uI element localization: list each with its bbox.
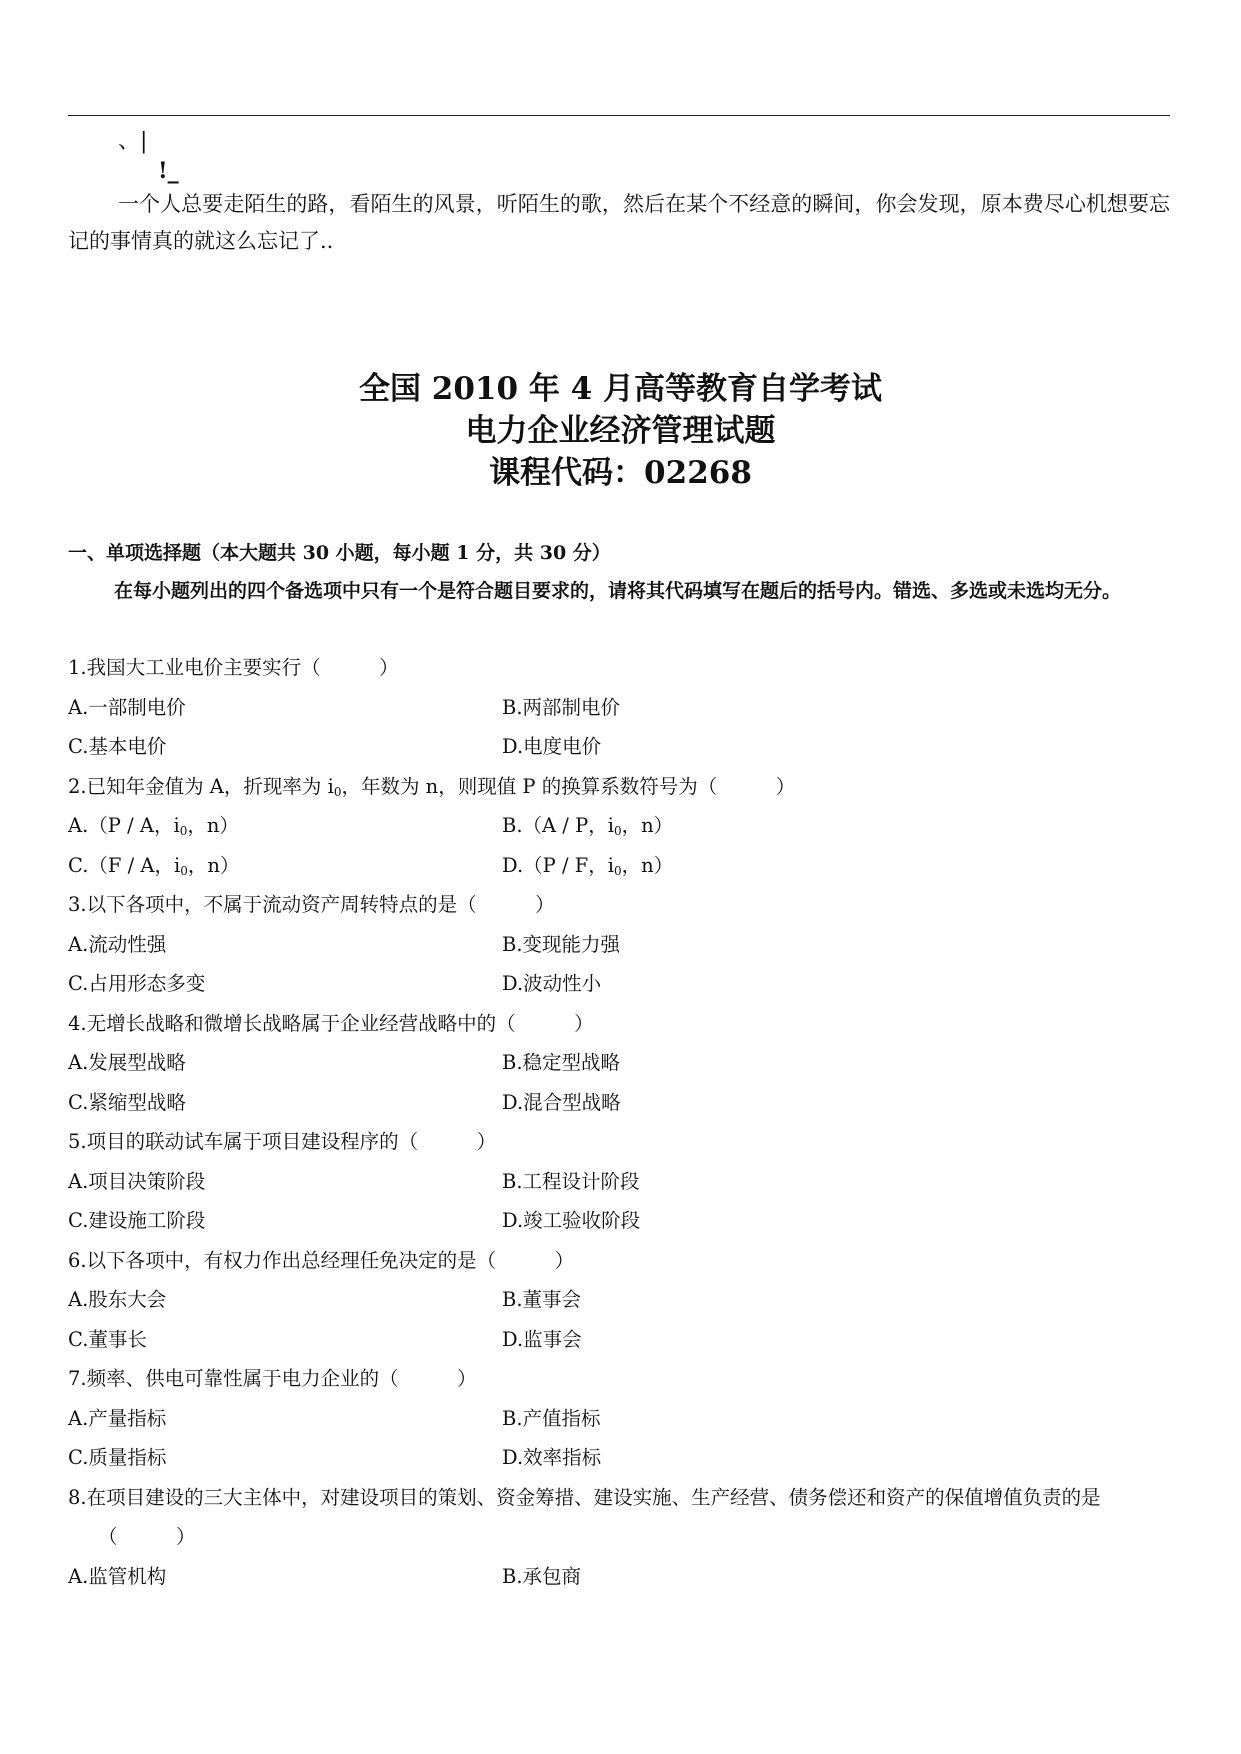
- option: B.产值指标: [502, 1406, 601, 1430]
- course-code: 课程代码：02268: [489, 455, 752, 491]
- option: B.两部制电价: [502, 695, 621, 719]
- subject-title: 电力企业经济管理试题: [465, 413, 776, 449]
- section-heading: 一、单项选择题（本大题共 30 小题，每小题 1 分，共 30 分）: [68, 542, 611, 564]
- question-stem: 2.已知年金值为 A，折现率为 $i_0$，年数为 n，则现值 P 的换算系数符号为（ ）: [68, 774, 796, 799]
- option: D.波动性小: [502, 972, 602, 995]
- option: B.董事会: [502, 1288, 582, 1311]
- option: A.监管机构: [68, 1564, 167, 1588]
- exam-title: 全国 2010 年 4 月高等教育自学考试: [358, 371, 883, 407]
- header-mark-1: 、|: [118, 129, 148, 154]
- question-stem: 8.在项目建设的三大主体中，对建设项目的策划、资金筹措、建设实施、生产经营、债务偿还和资产的保值增值负责的是（ ）: [68, 1485, 1101, 1548]
- option-row: [68, 964, 1170, 1004]
- option: C.紧缩型战略: [68, 1090, 186, 1114]
- option: C.基本电价: [68, 735, 167, 758]
- option: D.监事会: [502, 1327, 582, 1351]
- option: A.流动性强: [68, 932, 167, 956]
- option: D.（P / F，$i_0$，n）: [502, 853, 674, 878]
- option: B.变现能力强: [502, 932, 621, 956]
- option-row: [68, 1399, 1170, 1439]
- option: D.效率指标: [502, 1446, 602, 1469]
- option-row: [68, 1438, 1170, 1478]
- option: B.（A / P，$i_0$，n）: [502, 814, 674, 838]
- question-list: [68, 648, 1170, 1596]
- option: A.发展型战略: [68, 1051, 186, 1074]
- option-row: [68, 1280, 1170, 1320]
- header-mark-2: !_: [158, 158, 179, 184]
- option: D.混合型战略: [502, 1090, 621, 1114]
- option-row: [68, 727, 1170, 767]
- option: C.占用形态多变: [68, 972, 206, 995]
- question-stem: 3.以下各项中，不属于流动资产周转特点的是（ ）: [68, 893, 555, 916]
- option: A.项目决策阶段: [68, 1169, 206, 1193]
- option: B.工程设计阶段: [502, 1169, 640, 1193]
- option-row: [68, 1320, 1170, 1360]
- option: A.股东大会: [68, 1288, 167, 1311]
- option-row: [68, 1557, 1170, 1597]
- option: B.稳定型战略: [502, 1051, 621, 1074]
- question-stem: 7.频率、供电可靠性属于电力企业的（ ）: [68, 1367, 477, 1390]
- option: C.建设施工阶段: [68, 1209, 206, 1232]
- option-row: [68, 688, 1170, 728]
- option: A.一部制电价: [68, 695, 186, 719]
- header-rule: [68, 115, 1170, 116]
- question-stem: 4.无增长战略和微增长战略属于企业经营战略中的（ ）: [68, 1011, 594, 1035]
- option-row: [68, 925, 1170, 965]
- option: C.董事长: [68, 1327, 147, 1351]
- question-stem: 6.以下各项中，有权力作出总经理任免决定的是（ ）: [68, 1248, 575, 1272]
- option: B.承包商: [502, 1564, 582, 1588]
- intro-paragraph: 一个人总要走陌生的路，看陌生的风景，听陌生的歌，然后在某个不经意的瞬间，你会发现，原本费尽心机想要忘记的事情真的就这么忘记了..: [68, 192, 1170, 253]
- option: A.产量指标: [68, 1406, 167, 1430]
- option: C.质量指标: [68, 1446, 167, 1469]
- option: C.（F / A，$i_0$，n）: [68, 853, 240, 878]
- question-stem: 1.我国大工业电价主要实行（ ）: [68, 656, 399, 679]
- option: D.电度电价: [502, 735, 602, 758]
- option-row: [68, 1083, 1170, 1123]
- option-row: [68, 846, 1170, 886]
- section-instructions: 在每小题列出的四个备选项中只有一个是符合题目要求的，请将其代码填写在题后的括号内。错选、多选或未选均无分。: [114, 580, 1122, 602]
- option: D.竣工验收阶段: [502, 1209, 641, 1232]
- option-row: [68, 806, 1170, 846]
- question-stem: 5.项目的联动试车属于项目建设程序的（ ）: [68, 1130, 497, 1153]
- option-row: [68, 1201, 1170, 1241]
- option-row: [68, 1162, 1170, 1202]
- option-row: [68, 1043, 1170, 1083]
- option: A.（P / A，$i_0$，n）: [68, 814, 239, 838]
